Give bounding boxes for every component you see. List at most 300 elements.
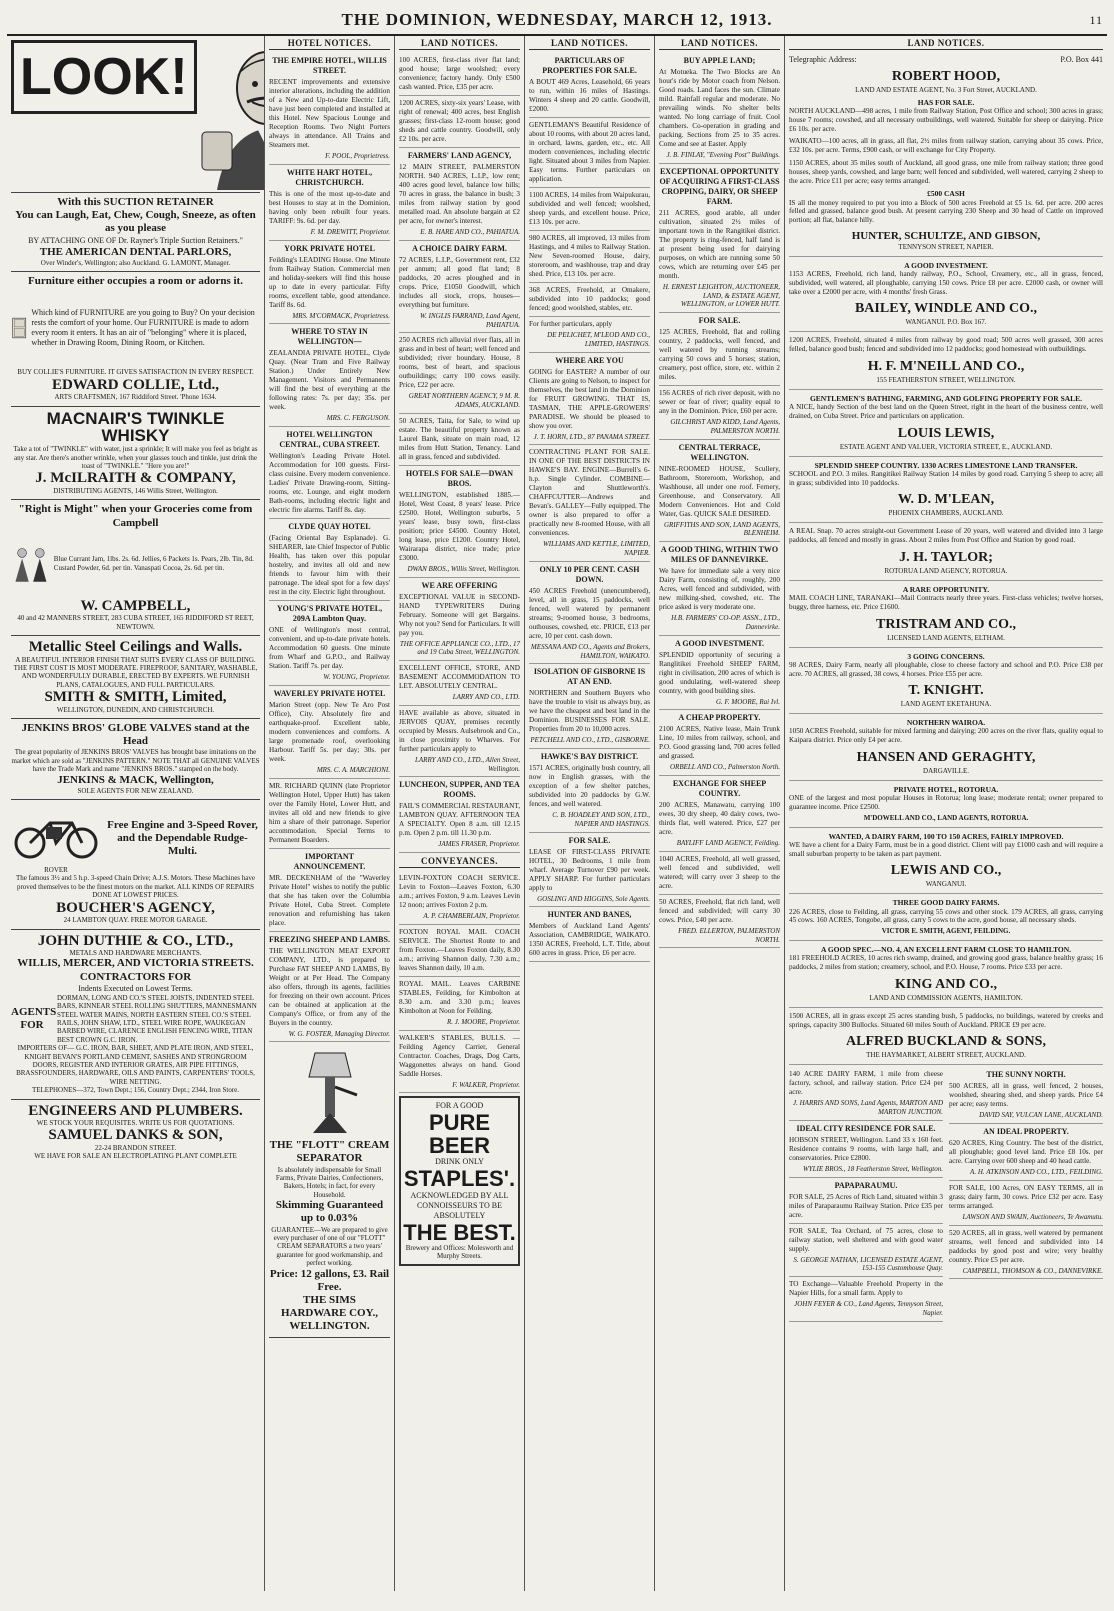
- listing-body: FOR SALE, 25 Acres of Rich Land, situated within 3 miles of Paraparaumu Railway Station. Price £35 per acre.: [789, 1192, 943, 1219]
- listing-item: [399, 96, 520, 148]
- listing-heading: CLYDE QUAY HOTEL: [288, 522, 371, 531]
- lewis2-listing-head: WANTED, A DAIRY FARM, 100 TO 150 ACRES, FAIRLY IMPROVED.: [828, 831, 1064, 841]
- listing-body: MR. DECKENHAM of the "Waverley Private Hotel" wishes to notify the public that she has taken over the Columbia Private Hotel, Cuba Street. Complete renovation and refurnishing has taken place.: [269, 873, 390, 927]
- separator-price: Price: 12 gallons, £3. Rail Free.: [269, 1267, 390, 1293]
- listing-body: Feilding's LEADING House. One Minute from Railway Station. Commercial men and holiday-seekers will find this house up to date in every particular. Fifty rooms, excellent table, good attendance. Tariff 8s. 6d.: [269, 255, 390, 309]
- duthie-indents: Indents Executed on Lowest Terms.: [78, 983, 193, 993]
- listing-body: LEASE OF FIRST-CLASS PRIVATE HOTEL, 30 Bedrooms, 1 mile from wharf. Average Turnover £90 per week. APPLY SHARP. For further particulars apply to: [529, 847, 650, 892]
- motorcycle-icon: [12, 803, 100, 861]
- listing-signature: GRIFFITHS AND SON, LAND AGENTS, BLENHEIM.: [663, 520, 780, 538]
- po-box: P.O. Box 441: [1060, 55, 1103, 64]
- listing-body: GENTLEMAN'S Beautiful Residence of about 10 rooms, with about 20 acres land, in orchard, lawns, garden, etc., etc. All modern conveniences, including electric light. Situated about 3 miles from Napier. Easy terms. Further particulars on application.: [529, 121, 650, 183]
- dental-ad-header: [11, 38, 260, 193]
- listing-item: [399, 241, 520, 334]
- listing-body: ONE of Wellington's most central, convenient, and up-to-date private hotels. Accommodation 60 guests. One minute from Wharf and G.P.O., and Railway Station. Tariff 7s. per day.: [269, 626, 390, 670]
- listing-heading: HOTEL WELLINGTON CENTRAL, CUBA STREET.: [279, 430, 380, 449]
- listing-signature: MRS. C. A. MARCHIONI.: [316, 765, 390, 774]
- listing-signature: J. T. HORN, LTD., 87 PANAMA STREET.: [533, 432, 650, 441]
- listing-item: [269, 779, 390, 849]
- king-firm: KING AND CO.,: [895, 976, 997, 992]
- separator-claim: Skimming Guaranteed up to 0.03%: [275, 1199, 384, 1225]
- louis-lewis-firm: LOUIS LEWIS,: [897, 425, 995, 441]
- buckland-firm: ALFRED BUCKLAND & SONS,: [846, 1034, 1046, 1050]
- listing-signature: BAYLIFF LAND AGENCY, Feilding.: [676, 839, 780, 847]
- listing-body: 156 ACRES of rich river deposit, with no sewer or fear of river; quality equal to any in the Dominion. Price, £60 per acre.: [659, 389, 780, 415]
- listing-body: SPLENDID opportunity of securing a Ranglitikei Freehold SHEEP FARM, right in civilisation, 200 acres of which is good undulating, well-watered sheep country, with good building sites.: [659, 650, 780, 695]
- agent-blocks: [789, 259, 1103, 1066]
- listing-item: [399, 925, 520, 977]
- lewis-co-sub: WANGANUI.: [925, 880, 967, 889]
- whisky-firm: J. McILRAITH & COMPANY,: [35, 470, 236, 487]
- listing-item: [529, 562, 650, 665]
- danks-address: 22-24 BRANDON STREET.: [94, 1143, 177, 1152]
- listing-body: 250 ACRES rich alluvial river flats, all in grass and in best of heart; well fenced and subdivided; river boundary. House, 8 rooms, best of heart, and spacious outbuildings; carry 100 cows easily. Price, £22 per acre.: [399, 336, 520, 390]
- listing-signature: ORBELL AND CO., Palmerston North.: [669, 763, 780, 772]
- listing-body: 620 ACRES, King Country. The best of the district, all ploughable; good level land. Price £8 10s. per acre. Carrying over 600 sheep and 40 head cattle.: [949, 1139, 1103, 1166]
- king-listing-head: A GOOD SPEC.—NO. 4, AN EXCELLENT FARM CLOSE TO HAMILTON.: [820, 945, 1072, 955]
- beer-line3: DRINK ONLY: [435, 1157, 484, 1167]
- conveyance-listings: [399, 871, 520, 1093]
- dental-line1: With this SUCTION RETAINER: [57, 196, 214, 208]
- listing-item: [399, 414, 520, 466]
- listing-heading: PARTICULARS OF PROPERTIES FOR SALE.: [542, 56, 637, 75]
- listing-item: [269, 686, 390, 779]
- land-listings-1: [399, 53, 520, 853]
- listing-body: WAIKATO—100 acres, all in grass, all flat, 2½ miles from railway station, carrying about 35 cows. Price, £32 10s. per acre. Terms, £900 cash, or will exchange for City Property.: [789, 137, 1103, 155]
- listing-body: HOBSON STREET, Wellington. Land 33 x 160 feet. Residence contains 9 rooms, with large hall, and conservatories. Price £2800.: [789, 1135, 943, 1162]
- dental-line3: BY ATTACHING ONE OF Dr. Rayner's Triple Suction Retainers.": [28, 235, 243, 245]
- beer-ad: [399, 1096, 520, 1266]
- listing-body: This is one of the most up-to-date and best Houses to stay at in the Dominion, having only been rebuilt four years. TARIFF: 9s. 6d. per day.: [269, 189, 390, 225]
- listing-item: [949, 1124, 1103, 1181]
- listing-body: 125 ACRES, Freehold, flat and rolling country, 2 paddocks, well fenced, and well watered by running streams; carrying 50 cows and 5 horses; station, creamery, post office, store, etc. within 2 miles.: [659, 328, 780, 381]
- listing-body: TO Exchange—Valuable Freehold Property in the Napier Hills, for a small farm. Apply to: [789, 1280, 943, 1298]
- listing-item: [659, 53, 780, 164]
- bailey-sub: WANGANUI. P.O. Box 167.: [905, 318, 987, 327]
- listing-signature: G. F. MOORE, Rai Ivl.: [715, 697, 780, 706]
- column-land-notices-1: [395, 36, 525, 1591]
- taylor-listing-body: A REAL Snap. 70 acres straight-out Government Lease of 20 years, well watered and divided into 3 large paddocks, all fenced and mostly in grass. About 2 miles from Post Office and Station by good road.: [789, 527, 1103, 545]
- section-heading-land-notices-2: LAND NOTICES.: [529, 38, 650, 50]
- furniture-ad: [11, 272, 260, 406]
- listing-body: 1150 ACRES, about 35 miles south of Auckland, all good grass, one mile from railway station; three good houses, sheep yards, cowshed, and large barn; well fenced and subdivided, well watered, carrying 2 sheep to the acre. Price £11 per acre; easy terms arranged.: [789, 159, 1103, 185]
- listing-heading: AN IDEAL PROPERTY.: [983, 1127, 1069, 1137]
- duthie-streets: WILLIS, MERCER, AND VICTORIA STREETS.: [17, 957, 254, 970]
- metallic-heading: Metallic Steel Ceilings and Walls.: [28, 639, 243, 656]
- section-heading-land-notices-4: LAND NOTICES.: [789, 38, 1103, 50]
- listing-signature: H.B. FARMERS' CO-OP. ASSN., LTD., Dannevirke.: [671, 614, 780, 631]
- separator-firm: THE SIMS HARDWARE COY., WELLINGTON.: [280, 1293, 379, 1333]
- listing-signature: MRS. C. FERGUSON.: [326, 414, 390, 423]
- beer-line4: STAPLES'.: [403, 1166, 516, 1192]
- lewis2-listing-body: WE have a client for a Dairy Farm, must be in a good district. Client will pay £1000 cash and will require a small suburban property to be taken as part payment.: [789, 840, 1103, 858]
- listing-body: 100 ACRES, first-class river flat land; good house; large woolshed; every convenience; factory handy. Only £500 cash wanted. Price, £35 per acre.: [399, 56, 520, 91]
- listing-item: [789, 135, 1103, 157]
- separator-heading: THE "FLOTT" CREAM SEPARATOR: [269, 1139, 390, 1165]
- taylor-sub: ROTORUA LAND AGENCY, ROTORUA.: [884, 566, 1008, 575]
- listing-item: [269, 427, 390, 519]
- listing-heading: WHERE TO STAY IN WELLINGTON—: [291, 327, 368, 347]
- duthie-ad: [11, 930, 260, 1100]
- taylor-firm: J. H. TAYLOR;: [899, 549, 993, 565]
- danks-heading: ENGINEERS AND PLUMBERS.: [28, 1102, 243, 1119]
- listing-signature: GREAT NORTHERN AGENCY, 9 M. R. ADAMS, AUCKLAND.: [408, 392, 520, 409]
- hotel-listings: [269, 53, 390, 1042]
- rudge-firm: BOUCHER'S AGENCY,: [56, 899, 215, 916]
- hansen-listing-body: 1050 ACRES Freehold, suitable for mixed farming and dairying; 200 acres on the river flats, quality equal to Kaipara district. Price only £4 per acre.: [789, 727, 1103, 745]
- listing-body: 72 ACRES, L.I.P., Government rent, £32 per annum; all good flat land; 8 paddocks, 20 acres ploughed and in crops. Price, £1050 Goodwill, which includes all stock, crops, houses—everything but furniture.: [399, 255, 520, 309]
- listing-heading: BUY APPLE LAND;: [683, 56, 756, 65]
- listing-heading: A CHEAP PROPERTY.: [678, 713, 761, 723]
- listing-item: [399, 333, 520, 414]
- listing-signature: W. G. FOSTER, Managing Director.: [288, 1029, 390, 1038]
- listing-item: [659, 636, 780, 711]
- listing-signature: A. H. ATKINSON AND CO., LTD., FEILDING.: [970, 1168, 1103, 1177]
- listing-body: FOXTON ROYAL MAIL COACH SERVICE. The Shortest Route to and from Foxton.—Leaves Foxton daily, 8.30 a.m.; arriving Shannon daily, 7.30 a.m.; leaves Shannon daily, 10 a.m.: [399, 927, 520, 972]
- listing-body: WELLINGTON, established 1885.—Hotel, West Coast, 8 years' lease. Price £2500. Hotel, Wellington suburbs, 5 years' lease, busy town, first-class position; price £4500. Country Hotel, long lease, price £1200. Country Hotel, Wairarapa district, nice trade; price £3000.: [399, 490, 520, 562]
- listing-signature: JOHN FEYER & CO., Land Agents, Tennyson Street, Napier.: [794, 1300, 943, 1317]
- listing-signature: W. INGLIS FARRAND, Land Agent, PAHIATUA.: [419, 311, 520, 329]
- separator-body: Is absolutely indispensable for Small Farms, Private Dairies, Confectioners, Bakers, Hotels; in fact, for every Household.: [275, 1165, 384, 1199]
- listing-signature: C. B. HOADLEY AND SON, LTD., NAPIER AND HASTINGS.: [552, 811, 650, 828]
- listing-heading: WAVERLEY PRIVATE HOTEL: [273, 688, 386, 698]
- buckland-listing-body: 1500 ACRES, all in grass except 25 acres standing bush, 5 paddocks, no buildings, watered by creeks and springs, capacity 300 Bullocks. Situated 60 miles South of Auckland. PRICE £9 per acre.: [789, 1011, 1103, 1029]
- listing-heading: WE ARE OFFERING: [421, 580, 498, 590]
- newspaper-page: [7, 6, 1107, 1596]
- furniture-heading: Furniture either occupies a room or adorns it.: [28, 275, 243, 288]
- listing-body: WALKER'S STABLES, BULLS. —Feilding Agency Carrier, General Contractor. Coaches, Drags, Dog Carts, Waggonettes always on hand. Good Saddle Horses.: [399, 1033, 520, 1078]
- campbell-body: Blue Currant Jam, 1lbs. 2s. 6d. Jellies, 6 Packets 1s. Pears, 2lb. Tin, 8d. Custard Powder, 6d. per tin. Vanaspati Cocoa, 2s. 6d. per tin.: [53, 555, 254, 572]
- listing-item: [269, 241, 390, 325]
- listing-body: CONTRACTING PLANT FOR SALE. IN ONE OF THE BEST DISTRICTS IN HAWKE'S BAY. ENGINE—Burrell's 6-h.p. Single Cylinder. COMBINE—Clayton and Shuttleworth's. CHAFFCUTTER—Andrews and Bevan's. GALLEY—Fully equipped. The owner is also prepared to offer a practically new 8-roomed House, with all conveniences.: [529, 448, 650, 538]
- listing-body: HAVE available as above, situated in JERVOIS QUAY, premises recently occupied by Messrs. Aulsebrook and Co., in close proximity to Wharves. For further particulars apply to: [399, 708, 520, 753]
- listing-heading: A GOOD INVESTMENT.: [675, 638, 764, 648]
- listing-item: [529, 833, 650, 908]
- listing-body: 140 ACRE DAIRY FARM, 1 mile from cheese factory, school, and railway station. Price £24 per acre.: [789, 1070, 943, 1097]
- louis-lewis-sub: ESTATE AGENT AND VALUER, VICTORIA STREET, E., AUCKLAND.: [839, 442, 1053, 451]
- portrait-illustration: [197, 40, 265, 190]
- listing-body: 1040 ACRES, Freehold, all well grassed, well fenced and subdivided, well watered; will carry over 3 sheep to the acre.: [659, 854, 780, 890]
- listing-heading: A GOOD THING, WITHIN TWO MILES OF DANNEVIRKE.: [660, 545, 779, 564]
- listing-item: [789, 157, 1103, 187]
- listing-body: Members of Auckland Land Agents' Association, CAMBRIDGE, WAIKATO. 1350 ACRES, Freehold, L.T. Title, about 600 acres in grass. Price, £6 per acre.: [529, 922, 650, 958]
- hansen-sub: DARGAVILLE.: [923, 767, 969, 775]
- listing-signature: LARRY AND CO., LTD.: [452, 693, 520, 701]
- masthead: [7, 6, 1107, 36]
- listing-item: [949, 1226, 1103, 1280]
- beer-line1: FOR A GOOD: [435, 1101, 484, 1111]
- hood-firm: ROBERT HOOD,: [891, 69, 1001, 84]
- jenkins-address: SOLE AGENTS FOR NEW ZEALAND.: [77, 786, 194, 795]
- furniture-tagline: BUY COLLIE'S FURNITURE. IT GIVES SATISFACTION IN EVERY RESPECT.: [17, 368, 254, 377]
- tristram-sub: LICENSED LAND AGENTS, ELTHAM.: [887, 633, 1005, 642]
- duthie-agents-label: AGENTS FOR: [11, 1005, 57, 1031]
- smith-listing-body: 226 ACRES, close to Feilding, all grass, carrying 55 cows and other stock. 179 ACRES, all grass, carrying 45 cows. 160 ACRES, Tongobe, all grass, carry 5 cows to the acre, good house, all necessary sheds.: [789, 907, 1103, 925]
- dental-line2: You can Laugh, Eat, Chew, Cough, Sneeze, as often as you please: [15, 209, 256, 235]
- jenkins-firm: JENKINS & MACK, Wellington,: [57, 773, 214, 786]
- listing-item: [399, 777, 520, 853]
- listing-item: [659, 164, 780, 313]
- listing-heading: ONLY 10 PER CENT. CASH DOWN.: [539, 564, 640, 584]
- listing-body: 500 ACRES, all in grass, well fenced, 2 houses, woolshed, shearing shed, and sheep yards. Price £4 per acre; easy terms.: [949, 1082, 1103, 1109]
- lewis-listing-head: GENTLEMEN'S BATHING, FARMING, AND GOLFING PROPERTY FOR SALE.: [809, 393, 1083, 403]
- hunter-firm: HUNTER, SCHULTZE, AND GIBSON,: [851, 229, 1041, 242]
- listing-body: 1200 ACRES, sixty-six years' Lease, with right of renewal; 400 acres, best English grasses; first-class 12-room house; good sheds and cattle country. Goodwill, only £2 10s. per acre.: [399, 99, 520, 143]
- listing-item: [399, 466, 520, 578]
- listing-signature: MRS. M'CORMACK, Proprietress.: [292, 311, 390, 320]
- duthie-contractors: CONTRACTORS FOR: [79, 970, 192, 983]
- metallic-ad: [11, 636, 260, 719]
- duthie-phones: TELEPHONES—372, Town Dept.; 156, Country Dept.; 2344, Iron Store.: [31, 1086, 240, 1095]
- mcneill-sub: 155 FEATHERSTON STREET, WELLINGTON.: [876, 375, 1016, 384]
- listing-body: NINE-ROOMED HOUSE, Scullery, Bathroom, Storeroom, Workshop, and Washhouse, all under one roof. Fernery, Greenhouse, and Conservatory. All Modern Conveniences. Hot and Cold Water, Gas. QUICK SALE DESIRED.: [659, 464, 780, 518]
- lower-left-listings: [789, 1067, 943, 1321]
- bailey-listing-head: A GOOD INVESTMENT.: [904, 260, 988, 270]
- beer-address: Brewery and Offices: Molesworth and Murphy Streets.: [405, 1243, 514, 1261]
- listing-body: LEVIN-FOXTON COACH SERVICE. Levin to Foxton—Leaves Foxton, 6.30 a.m.; arrives Foxton, 9 a.m. Leaves Levin 12 noon; arrives Foxton 2 p.m.: [399, 874, 520, 909]
- duthie-agents: DORMAN, LONG AND CO.'S STEEL JOISTS, INDENTED STEEL BARS, KINNEAR STEEL ROLLING SHUTTERS, MANNESMANN STEEL WATER MAINS, NORTH EASTERN STEEL CO.'S STEEL RAILS, JOHN SHAW, LTD., STEEL WIRE ROPE, WAUKEGAN BARBED WIRE, CLARENCE ENGLISH FENCING WIRE, TITAN BEST CROWN G.C. IRON.: [57, 993, 257, 1044]
- listing-body: ROYAL MAIL. Leaves CARBINE STABLES, Feilding, for Kimbolton at 8.30 a.m. and 3.30 p.m.; leaves Kimbolton at Noon for Feilding.: [399, 979, 520, 1015]
- whisky-body: Take a tot of "TWINKLE" with water, just a sprinkle; It will make you feel as bright as any star. Are there's another wrinkle, when your glasses touch and tinkle, just drink the toast of "TWINKLE." "Here you are!": [13, 445, 258, 471]
- cream-separator-icon: [295, 1047, 365, 1137]
- listing-body: EXCEPTIONAL VALUE in SECOND-HAND TYPEWRITERS During February. Someone will get Bargains. Why not you? Send for Particulars. It will pay you.: [399, 592, 520, 637]
- tristram-listing-body: MAIL COACH LINE, TARANAKI—Mail Contracts nearly three years. First-class vehicles; twelve horses, buggy, three harness, etc. Price £1600.: [789, 594, 1103, 611]
- listing-heading: IMPORTANT ANNOUNCEMENT.: [293, 851, 366, 871]
- listing-body: ZEALANDIA PRIVATE HOTEL, Clyde Quay. (Near Tram and Five Railway Station.) Under Entirely New Management. Visitors and Permanents will find the best of everything at the following rates: 7s. per day; 35s. per week.: [269, 349, 390, 412]
- whisky-heading: MACNAIR'S TWINKLE WHISKY: [46, 408, 225, 446]
- danks-note: WE HAVE FOR SALE AN ELECTROPLATING PLANT COMPLETE: [34, 1152, 237, 1161]
- listing-item: [789, 187, 1103, 226]
- page-number: 11: [1089, 13, 1103, 27]
- listing-signature: DAVID SAY, VULCAN LANE, AUCKLAND.: [979, 1111, 1103, 1120]
- listing-body: RECENT improvements and extensive interior alterations, including the addition of a New and Up-to-date Electric Lift, have just been completed and installed at this Hotel. New Spacious Lounge and Reception Rooms. Two Night Porters always in attendance. All Trains and Steamers met.: [269, 78, 390, 149]
- listing-heading: EXCHANGE FOR SHEEP COUNTRY.: [672, 779, 767, 798]
- listing-heading: PAPAPARAUMU.: [834, 1180, 898, 1190]
- listing-body: At Motueka. The Two Blocks are An hour's ride by Motor coach from Nelson. Good roads. Land faces the sun. Climate mild. Rainfall regular and moderate. No prevailing winds. No shelter belts wanted. No long carriage of fruit. Cool chambers. Co-operation in grading and packing. Sections from 25 to 35 acres. Come and see at Easter. Apply: [659, 68, 780, 148]
- figures-illustration-icon: [11, 530, 50, 598]
- whisky-ad: [11, 407, 260, 501]
- listing-item: [529, 283, 650, 317]
- listing-signature: S. GEORGE NATHAN, LICENSED ESTATE AGENT, 153-155 Customhouse Quay.: [793, 1255, 943, 1273]
- danks-firm: SAMUEL DANKS & SON,: [48, 1127, 223, 1144]
- knight-listing-body: 98 ACRES, Dairy Farm, nearly all ploughable, close to cheese factory and school and P.O. Price £38 per acre. 70 ACRES, all grassed, 38 cows, 4 horses. Price £55 per acre.: [789, 660, 1103, 678]
- listing-signature: WILLIAMS AND KETTLE, LIMITED, NAPIER.: [542, 540, 650, 557]
- listing-body: 1100 ACRES, 14 miles from Waipukurau, subdivided and well fenced; woolshed, sheep yards, and excellent house. Price, £13 10s. per acre.: [529, 191, 651, 226]
- jenkins-body: The great popularity of JENKINS BROS' VALVES has brought base imitations on the market which are sold as "JENKINS PATTERN." NOTE THAT all GENUINE VALVES have the Trade Mark and name "JENKINS BROS." stamped on the body.: [11, 748, 260, 774]
- listing-item: [529, 53, 650, 118]
- listing-item: [529, 445, 650, 562]
- jenkins-heading: JENKINS BROS' GLOBE VALVES stand at the Head: [21, 721, 250, 748]
- listing-body: 200 ACRES, Manawatu, carrying 100 ewes, 30 dry sheep, 40 dairy cows, two-thirds flat, well watered. Price, £27 per acre.: [659, 801, 780, 836]
- listing-item: [399, 661, 520, 706]
- dental-ad: [11, 193, 260, 272]
- rudge-ad: [11, 800, 260, 929]
- listing-item: [399, 53, 520, 96]
- rudge-address: 24 LAMBTON QUAY. FREE MOTOR GARAGE.: [63, 916, 208, 925]
- rudge-heading: Free Engine and 3-Speed Rover, and the Dependable Rudge-Multi.: [107, 819, 258, 858]
- listing-body: 368 ACRES, Freehold, at Omakere, subdivided into 10 paddocks; good fenced; good woolshed, stables, etc.: [529, 286, 650, 312]
- listing-body: Wellington's Leading Private Hotel. Accommodation for 100 guests. First-class cuisine. Every modern convenience. Ladies' Private Drawing-room, Sitting-rooms, etc. Lounge, and eight modern Bath-rooms, including electric light and electric fire alarms. Tariff 8s. day.: [269, 452, 390, 514]
- listing-heading: HOTELS FOR SALE—DWAN BROS.: [405, 468, 514, 488]
- bailey-listing-body: 1153 ACRES, Freehold, rich land, handy railway, P.O., School, Creamery, etc., all in grass, fenced, subdivided, well watered, all ploughable, carrying 150 cows. Price £8 per acre. £2000 cash, or owner will take over a £2000 per acre, with 4 months' fresh Grass.: [789, 270, 1103, 296]
- masthead-title: THE DOMINION, WEDNESDAY, MARCH 12, 1913.: [341, 10, 773, 29]
- listing-item: [269, 324, 390, 427]
- hansen-listing-head: NORTHERN WAIROA.: [906, 718, 986, 728]
- listing-heading: THE SUNNY NORTH.: [986, 1070, 1066, 1080]
- telegraphic-address: Telegraphic Address:: [789, 55, 857, 64]
- bailey-firm: BAILEY, WINDLE AND CO.,: [854, 301, 1038, 317]
- listing-heading: YOUNG'S PRIVATE HOTEL, 209A Lambton Quay.: [276, 604, 383, 623]
- section-heading-conveyances: CONVEYANCES.: [399, 856, 520, 868]
- listing-body: We have for immediate sale a very nice Dairy Farm, consisting of, roughly, 200 Acres, well fenced and subdivided, with new milking-shed, cowshed, etc. The price asked is very moderate one.: [659, 567, 780, 611]
- listing-heading: FOR SALE.: [698, 316, 741, 325]
- furniture-firm: EDWARD COLLIE, Ltd.,: [51, 376, 220, 393]
- listing-item: [659, 852, 780, 895]
- listing-item: [789, 1277, 943, 1322]
- listing-item: [399, 148, 520, 241]
- listing-signature: LAWSON AND SWAIN, Auctioneers, Te Awamutu.: [962, 1212, 1103, 1221]
- listing-heading: FREEZING SHEEP AND LAMBS.: [269, 934, 390, 944]
- listing-item: [659, 895, 780, 949]
- listing-heading: FARMERS' LAND AGENCY,: [407, 151, 512, 160]
- listing-item: [399, 578, 520, 662]
- listing-item: [529, 353, 650, 446]
- listing-item: [789, 96, 1103, 135]
- listing-body: GOING for EASTER? A number of our Clients are going to Nelson, to inspect for themselves, the best land in the Dominion for FRUIT GROWING. THAT IS, TASMAN, THE APPLE-GROWERS' PARADISE. We should be pleased to show you over.: [529, 367, 650, 430]
- listing-heading: WHITE HART HOTEL, CHRISTCHURCH.: [286, 167, 373, 187]
- listing-body: FOR SALE, Tea Orchard, of 75 acres, close to railway station, well sheltered and with good water supply.: [789, 1226, 943, 1253]
- lewis-listing-body: A NICE, handy Section of the best land on the Queen Street, right in the heart of the business centre, well drained, on Cuba Street. Price and particulars on application.: [789, 403, 1103, 420]
- smith-firm: VICTOR E. SMITH, AGENT, FEILDING.: [881, 927, 1011, 936]
- listing-body: MR. RICHARD QUINN (late Proprietor Wellington Hotel, Upper Hutt) has taken over the Family Hotel, Lower Hutt, and invites all old and new friends to give him a share of their patronage. Superior accommodation. Special Terms to Permanent Boarders.: [269, 781, 390, 844]
- dental-address: Over Winder's, Wellington; also Auckland. G. LAMONT, Manager.: [40, 258, 231, 267]
- listing-signature: CAMPBELL, THOMSON & CO., DANNEVIRKE.: [962, 1266, 1103, 1275]
- listing-heading: ISOLATION OF GISBORNE IS AT AN END.: [533, 667, 646, 687]
- duthie-importers: IMPORTERS OF— G.C. IRON, BAR, SHEET, AND PLATE IRON, AND STEEL, KNIGHT BEVAN'S PORTLAND CEMENT, SASHES AND STRONGROOM DOORS, REGISTER AND INTERIOR GRATES, AIR PIPE FITTINGS, BRASSFOUNDERS, HARDWARE, OILS AND PAINTS, CARPENTERS' TOOLS, WIRE NETTING.: [16, 1044, 255, 1086]
- listing-signature: WYLIE BROS., 18 Featherston Street, Wellington.: [802, 1164, 943, 1173]
- listing-body: NORTH AUCKLAND—498 acres, 1 mile from Railway Station, Post Office and school; 300 acres in grass; house 7 rooms; cowshed, and all necessary outbuildings, well watered. Suitable for sheep or dairying. Price £6 10s. per acre.: [789, 107, 1103, 133]
- listing-heading: HAS FOR SALE.: [917, 98, 975, 107]
- hansen-firm: HANSEN AND GERAGHTY,: [856, 750, 1036, 765]
- danks-ad: [11, 1100, 260, 1165]
- column-ads: [7, 36, 265, 1591]
- listing-signature: MESSANA AND CO., Agents and Brokers, HAMILTON, WAIKATO.: [530, 642, 650, 660]
- listing-item: [659, 386, 780, 440]
- listing-item: [789, 1178, 943, 1224]
- listing-heading: EXCEPTIONAL OPPORTUNITY OF ACQUIRING A FIRST-CLASS CROPPING, DAIRY, OR SHEEP FARM.: [659, 166, 780, 206]
- listing-signature: PETCHELL AND CO., LTD., GISBORNE.: [530, 736, 650, 745]
- listing-signature: E. B. HARE AND CO., PAHIATUA.: [420, 228, 520, 236]
- mcdowell-listing-body: ONE of the largest and most popular Houses in Rotorua; long lease; moderate rental; owner prepared to guarantee income. Price £2500.: [789, 794, 1103, 811]
- mlean-listing-body: SCHOOL and P.O. 3 miles. Rangitikei Railway Station 14 miles by good road. Carrying 5 sheep to acre; all in grass; subdivided into 10 paddocks.: [789, 469, 1103, 487]
- separator-ad: [269, 1042, 390, 1338]
- campbell-heading: "Right is Might" when your Groceries come from Campbell: [18, 503, 253, 529]
- buckland-sub: THE HAYMARKET, ALBERT STREET, AUCKLAND.: [866, 1051, 1026, 1060]
- separator-detail: GUARANTEE—We are prepared to give every purchaser of one of our "FLOTT" CREAM SEPARATORS a two years' guarantee for good workmanship, and perfect working.: [271, 1225, 388, 1268]
- listing-body: A BOUT 469 Acres, Leasehold, 66 years to run, within 16 miles of Hastings. Winters 4 sheep and 20 cattle. Goodwill, £2000.: [529, 78, 650, 113]
- section-heading-hotel-notices: HOTEL NOTICES.: [269, 38, 390, 50]
- listing-signature: GILCHRIST AND KIDD, Land Agents, PALMERSTON NORTH.: [670, 418, 780, 435]
- mcdowell-firm: M'DOWELL AND CO., LAND AGENTS, ROTORUA.: [863, 813, 1029, 822]
- listing-body: FOR SALE, 100 Acres, ON EASY TERMS, all in grass; dairy farm, 30 cows. Price £32 per acre. Easy terms arranged.: [949, 1183, 1103, 1210]
- listing-heading: CENTRAL TERRACE, WELLINGTON.: [678, 442, 761, 462]
- tristram-firm: TRISTRAM AND CO.,: [875, 616, 1016, 632]
- lewis-co-firm: LEWIS AND CO.,: [890, 863, 1002, 879]
- listing-heading: WHERE ARE YOU: [555, 355, 624, 365]
- listing-body: 2100 ACRES, Native lease, Main Trunk Line, 10 miles from railway, school, and P.O. Good grassing land, 700 acres felled and grassed.: [659, 725, 780, 761]
- listing-body: 450 ACRES Freehold (unencumbered), level, all in grass, 15 paddocks, well fenced, well watered by permanent streams; 9-roomed house, 3 bedrooms, outhouses, cowshed, etc. PRICE, £13 per acre, 10 per cent. cash down.: [529, 586, 650, 640]
- listing-item: [529, 664, 650, 749]
- listing-signature: GOSLING AND HIGGINS, Sole Agents.: [537, 894, 650, 903]
- knight-listing-head: 3 GOING CONCERNS.: [907, 651, 985, 661]
- furniture-body: Which kind of FURNITURE are you going to Buy? On your decision rests the comfort of your home. Our FURNITURE is made to adorn every room it enters. It has an air of "belonging" where it is placed, whether in Drawing Room, Dining Room, or Kitchen.: [31, 308, 255, 348]
- listing-item: [269, 53, 390, 165]
- lower-split: [789, 1067, 1103, 1321]
- dental-firm: THE AMERICAN DENTAL PARLORS,: [39, 245, 232, 258]
- listing-item: [399, 871, 520, 925]
- listing-signature: FRED. ELLERTON, PALMERSTON NORTH.: [678, 926, 780, 944]
- listing-item: [529, 907, 650, 962]
- hood-sub: LAND AND ESTATE AGENT, No. 3 Fort Street, AUCKLAND.: [855, 86, 1037, 94]
- listing-item: [269, 601, 390, 686]
- listing-body: IS all the money required to put you into a Block of 500 acres Freehold at £5 1s. 6d. per acre. 200 acres felled and grassed, balance good bush. At present carrying 230 Sheep and 30 head of Cattle on improved portion; all flat, balance hilly.: [789, 198, 1103, 225]
- listing-signature: DWAN BROS., Willis Street, Wellington.: [407, 564, 520, 573]
- listing-body: 980 ACRES, all improved, 13 miles from Hastings, and 4 miles to Railway Station. New Seven-roomed House, dairy, storeroom, and washhouse, trap and dray shed. Price, £13 10s. per acre.: [529, 234, 650, 278]
- listing-signature: F. POOL, Proprietress.: [325, 152, 390, 160]
- listing-item: [269, 849, 390, 932]
- listing-item: [269, 165, 390, 241]
- king-listing-body: 181 FREEHOLD ACRES, 10 acres rich swamp, drained, and growing good grass, balance healthy grass; 16 paddocks, 2 miles from station; creamery, school, and P.O. House, 7 rooms. Price £33 per acre.: [789, 954, 1103, 972]
- listing-item: [659, 542, 780, 636]
- mcneill-firm: H. F. M'NEILL AND CO.,: [867, 358, 1025, 374]
- listing-body: (Facing Oriental Bay Esplanade). G. SHEARER, late Chief Inspector of Public Health, has taken over this popular hostelry, and invites all old and new friends to favour him with their patronage. The ideal spot for a few days' rest in the city. Electric light throughout.: [269, 534, 390, 596]
- listing-item: [529, 317, 650, 353]
- listing-body: Marion Street (opp. New Te Aro Post Office), City. Absolutely fire and earthquake-proof. Excellent table, modern conveniences and comforts. A large promenade roof, overlooking Harbour. Tariff 5s. per day; 30s. per week.: [269, 700, 390, 763]
- rudge-label: ROVER: [44, 866, 68, 875]
- listing-signature: F. WALKER, Proprietor.: [452, 1080, 520, 1089]
- listing-body: For further particulars, apply: [529, 320, 613, 328]
- whisky-address: DISTRIBUTING AGENTS, 146 Willis Street, Wellington.: [53, 486, 218, 495]
- listing-item: [659, 313, 780, 386]
- listing-body: FAIL'S COMMERCIAL RESTAURANT, LAMBTON QUAY. AFTERNOON TEA A SPECIALTY. Open 8 a.m. till 12.15 p.m. Open 2 p.m. till 11.30 p.m.: [399, 802, 520, 838]
- section-heading-land-notices-3: LAND NOTICES.: [659, 38, 780, 50]
- listing-item: [269, 519, 390, 601]
- jenkins-ad: [11, 719, 260, 800]
- column-hotel-notices: [265, 36, 395, 1591]
- listing-signature: F. M. DREWITT, Proprietor.: [310, 227, 390, 236]
- listing-heading: £500 CASH: [927, 189, 965, 199]
- listing-signature: J. HARRIS AND SONS, Land Agents, MARTON AND MARTON JUNCTION.: [793, 1099, 943, 1117]
- knight-firm: T. KNIGHT.: [908, 683, 984, 699]
- mcneill-listing-body: 1200 ACRES, Freehold, situated 4 miles from railway by good road; 500 acres well grassed, 300 acres felled, balance good bush; fenced and subdivided into 12 paddocks; good homestead with outbuildings.: [789, 336, 1103, 354]
- danks-body: WE STOCK YOUR REQUISITES. WRITE US FOR QUOTATIONS.: [36, 1119, 235, 1127]
- beer-line6: THE BEST.: [403, 1219, 516, 1245]
- listing-heading: IDEAL CITY RESIDENCE FOR SALE.: [796, 1123, 936, 1133]
- campbell-firm: W. CAMPBELL,: [80, 597, 191, 614]
- look-heading: LOOK!: [11, 40, 197, 114]
- mlean-sub: PHOENIX CHAMBERS, AUCKLAND.: [888, 509, 1004, 518]
- hood-contact-row: [789, 53, 1103, 66]
- listing-item: [269, 932, 390, 1043]
- listing-item: [399, 977, 520, 1031]
- mlean-listing-head: SPLENDID SHEEP COUNTRY. 1330 ACRES LIMESTONE LAND TRANSFER.: [814, 460, 1078, 470]
- metallic-body: A BEAUTIFUL INTERIOR FINISH THAT SUITS EVERY CLASS OF BUILDING. THE FIRST COST IS MOST MODERATE. FIREPROOF, SANITARY, WASHABLE, AND WONDERFULLY DURABLE, ERECTED BY EXPERTS. WE FURNISH PLANS, CATALOGUES, AND FULL PARTICULARS.: [13, 655, 258, 689]
- listing-item: [659, 776, 780, 852]
- rudge-body: The famous 3½ and 5 h.p. 3-speed Chain Drive; A.J.S. Motors. These Machines have proved themselves to be the finest motors on the market. ALL KINDS OF REPAIRS DONE AT LOWEST PRICES.: [16, 874, 255, 900]
- tristram-listing-head: A RARE OPPORTUNITY.: [902, 584, 990, 594]
- listing-item: [399, 706, 520, 778]
- listing-item: [949, 1067, 1103, 1124]
